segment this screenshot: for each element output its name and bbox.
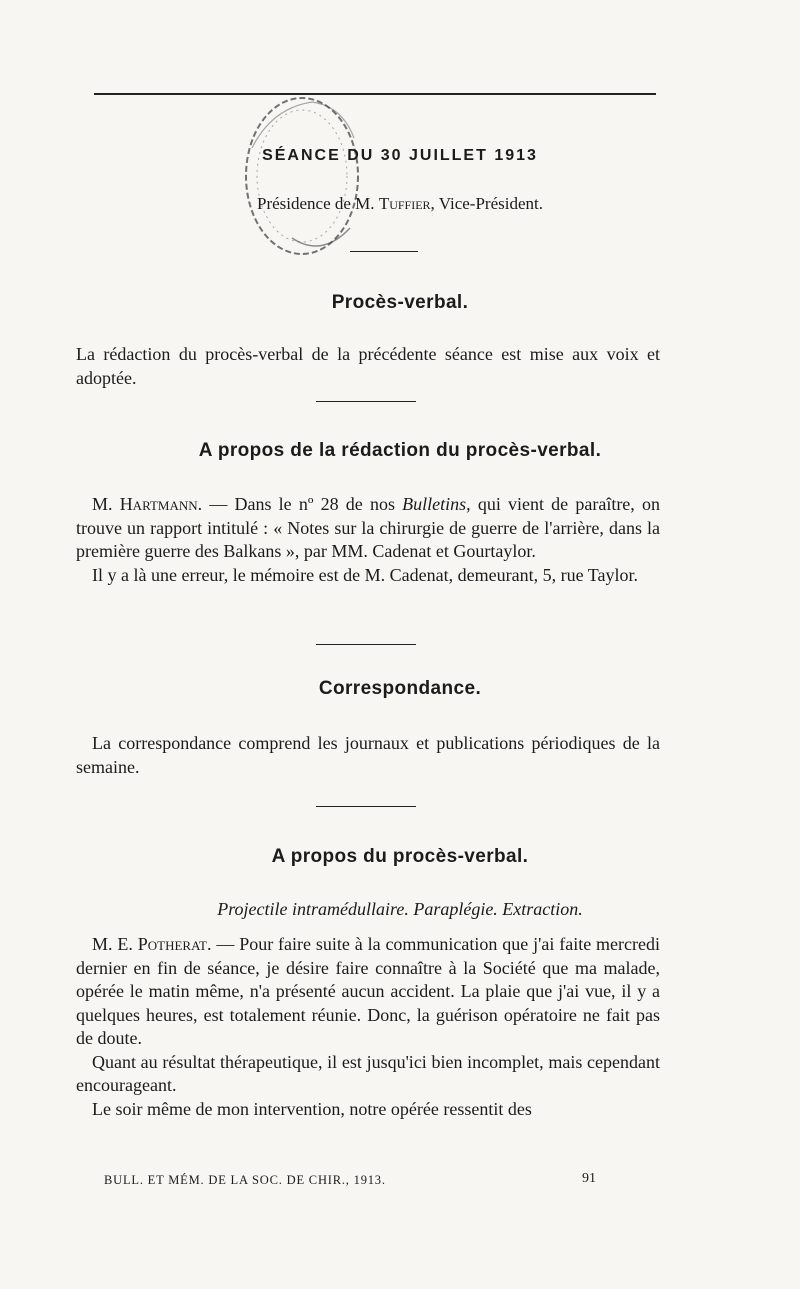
- page-number: 91: [582, 1171, 596, 1186]
- speaker-prefix: M. E.: [92, 934, 138, 954]
- footer-journal: BULL. ET MÉM. DE LA SOC. DE CHIR., 1913.: [104, 1173, 386, 1187]
- seance-title: SÉANCE DU 30 JUILLET 1913: [262, 147, 538, 164]
- speaker-name: Potherat: [137, 934, 207, 954]
- library-stamp: [232, 88, 372, 268]
- bulletins-title: Bulletins: [402, 494, 467, 514]
- speaker-name: Hartmann: [119, 494, 198, 514]
- paragraph-apropos: [76, 933, 660, 1121]
- top-rule: [94, 93, 656, 95]
- section-heading-redaction: A propos de la rédaction du procès-verbal.: [198, 440, 602, 461]
- paragraph-redaction: [76, 493, 660, 587]
- paragraph-text: Quant au résultat thérapeutique, il est jusqu'ici bien incomplet, mais cependant encourageant.: [76, 1051, 660, 1095]
- separator-rule: [350, 251, 418, 252]
- text-segment: . — Dans le nº 28 de nos: [197, 494, 403, 514]
- paragraph-proces-verbal: [76, 343, 660, 390]
- paragraph-text: [76, 493, 660, 564]
- paragraph-text: [76, 933, 660, 1051]
- paragraph-text: Le soir même de mon intervention, notre opérée ressentit des: [92, 1098, 532, 1119]
- paragraph-correspondance: [76, 732, 660, 779]
- text-segment: . — Pour faire suite à la communication que j'ai faite mercredi dernier en fin de séance, je désire faire connaître à la Société que ma malade, opérée le matin même, n'a présenté aucun accident. La plaie que j'ai vue, il y a quelques heures, est totalement réunie. Donc, la guérison opératoire ne fait pas de doute.: [76, 934, 661, 1048]
- presidence-line: [0, 194, 800, 214]
- paragraph-text: La correspondance comprend les journaux et publications périodiques de la semaine.: [76, 733, 660, 777]
- section-heading-correspondance: Correspondance.: [318, 678, 482, 699]
- paragraph-text: La rédaction du procès-verbal de la précédente séance est mise aux voix et adoptée.: [76, 344, 660, 388]
- separator-rule: [316, 401, 416, 402]
- presidence-suffix: , Vice-Président.: [430, 194, 543, 213]
- separator-rule: [316, 806, 416, 807]
- speaker-prefix: M.: [92, 494, 120, 514]
- section-subtitle: Projectile intramédullaire. Paraplégie. Extraction.: [217, 899, 583, 919]
- paragraph-text: Il y a là une erreur, le mémoire est de M. Cadenat, demeurant, 5, rue Taylor.: [92, 564, 638, 585]
- presidence-prefix: Présidence de M.: [257, 194, 375, 213]
- president-name: Tuffier: [378, 194, 431, 213]
- separator-rule: [316, 644, 416, 645]
- text-segment: , qui vient de paraître, on trouve un rapport intitulé : « Notes sur la chirurgie de guerre de l'arrière, dans la première guerre des Balkans », par MM. Cadenat et Gourtaylor.: [76, 494, 660, 561]
- section-heading-proces-verbal: Procès-verbal.: [331, 292, 469, 313]
- section-heading-apropos: A propos du procès-verbal.: [271, 846, 529, 867]
